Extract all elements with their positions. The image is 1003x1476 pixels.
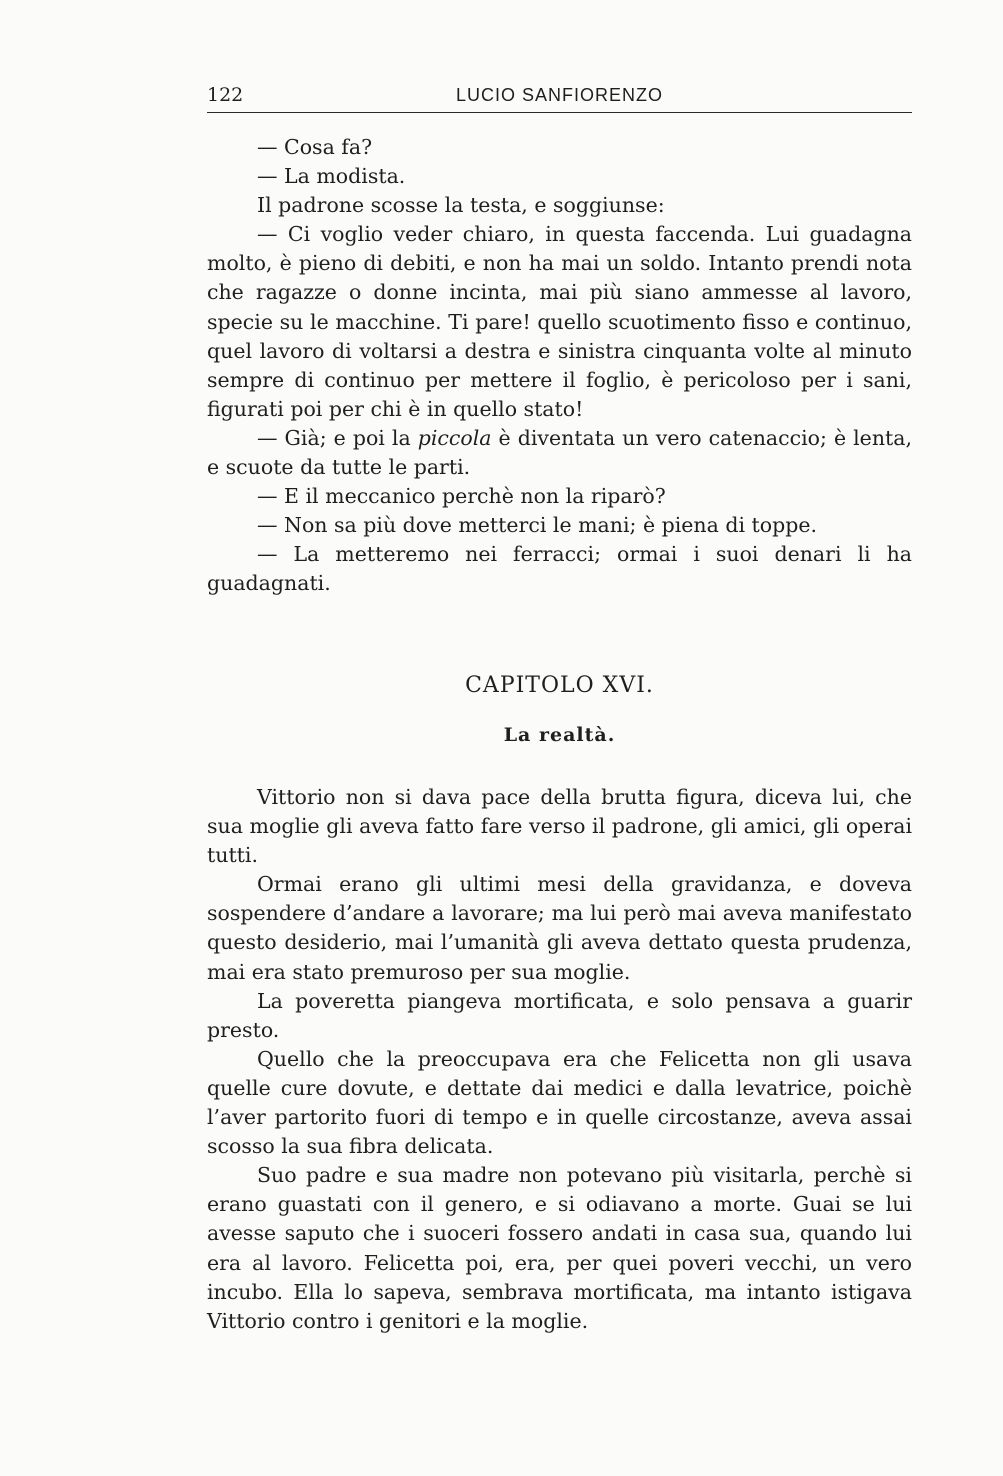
dialogue-section	[207, 133, 912, 599]
chapter-subtitle: La realtà.	[503, 724, 616, 746]
paragraph: Vittorio non si dava pace della brutta figura, diceva lui, che sua moglie gli aveva fatto fare verso il padrone, gli amici, gli operai tutti.	[207, 785, 912, 868]
paragraph: — Ci voglio veder chiaro, in questa faccenda. Lui guadagna molto, è pieno di debiti, e non ha mai un soldo. Intanto prendi nota che ragazze o donne incinta, mai più siano ammesse al lavoro, specie su le macchine. Ti pare! quello scuotimento fisso e continuo, quel lavoro di voltarsi a destra e sinistra cinquanta volte al minuto sempre di continuo per mettere il foglio, è pericoloso per i sani, figurati poi per chi è in quello stato!	[207, 222, 912, 421]
chapter-title: CAPITOLO XVI.	[465, 673, 654, 698]
running-head: LUCIO SANFIORENZO	[455, 85, 664, 105]
paragraph: — La metteremo nei ferracci; ormai i suoi denari li ha guadagnati.	[207, 542, 912, 596]
paragraph: Ormai erano gli ultimi mesi della gravidanza, e doveva sospendere d’andare a lavorare; ma lui però mai aveva manifestato questo desiderio, mai l’umanità gli aveva dettato questa prudenza, mai era stato premuroso per sua moglie.	[207, 872, 912, 984]
paragraph: — E il meccanico perchè non la riparò?	[257, 484, 666, 509]
paragraph-text: è diventata un vero catenaccio; è lenta, e scuote da tutte le parti.	[207, 425, 912, 480]
italic-word: piccola	[417, 425, 492, 450]
page-header	[207, 82, 912, 112]
paragraph: Suo padre e sua madre non potevano più visitarla, perchè si erano guastati con il genero, e si odiavano a morte. Guai se lui avesse saputo che i suoceri fossero andati in casa sua, quando lui era al lavoro. Felicetta poi, era, per quei poveri vecchi, un vero incubo. Ella lo sapeva, sembrava mortificata, ma intanto istigava Vittorio contro i genitori e la moglie.	[207, 1163, 912, 1333]
paragraph	[207, 424, 912, 482]
paragraph: La poveretta piangeva mortificata, e solo pensava a guarir presto.	[207, 988, 912, 1042]
paragraph: — Non sa più dove metterci le mani; è piena di toppe.	[257, 513, 818, 538]
paragraph: — Cosa fa?	[257, 135, 373, 159]
header-rule	[207, 112, 912, 113]
page-number: 122	[207, 84, 244, 106]
paragraph: Il padrone scosse la testa, e soggiunse:	[257, 193, 665, 218]
paragraph: — La modista.	[257, 164, 406, 189]
paragraph-text: — Già; e poi la	[257, 425, 418, 450]
paragraph: Quello che la preoccupava era che Felicetta non gli usava quelle cure dovute, e dettate dai medici e dalla levatrice, poichè l’aver partorito fuori di tempo e in quelle circostanze, aveva assai scosso la sua fibra delicata.	[207, 1046, 912, 1159]
chapter-body	[207, 783, 912, 1336]
